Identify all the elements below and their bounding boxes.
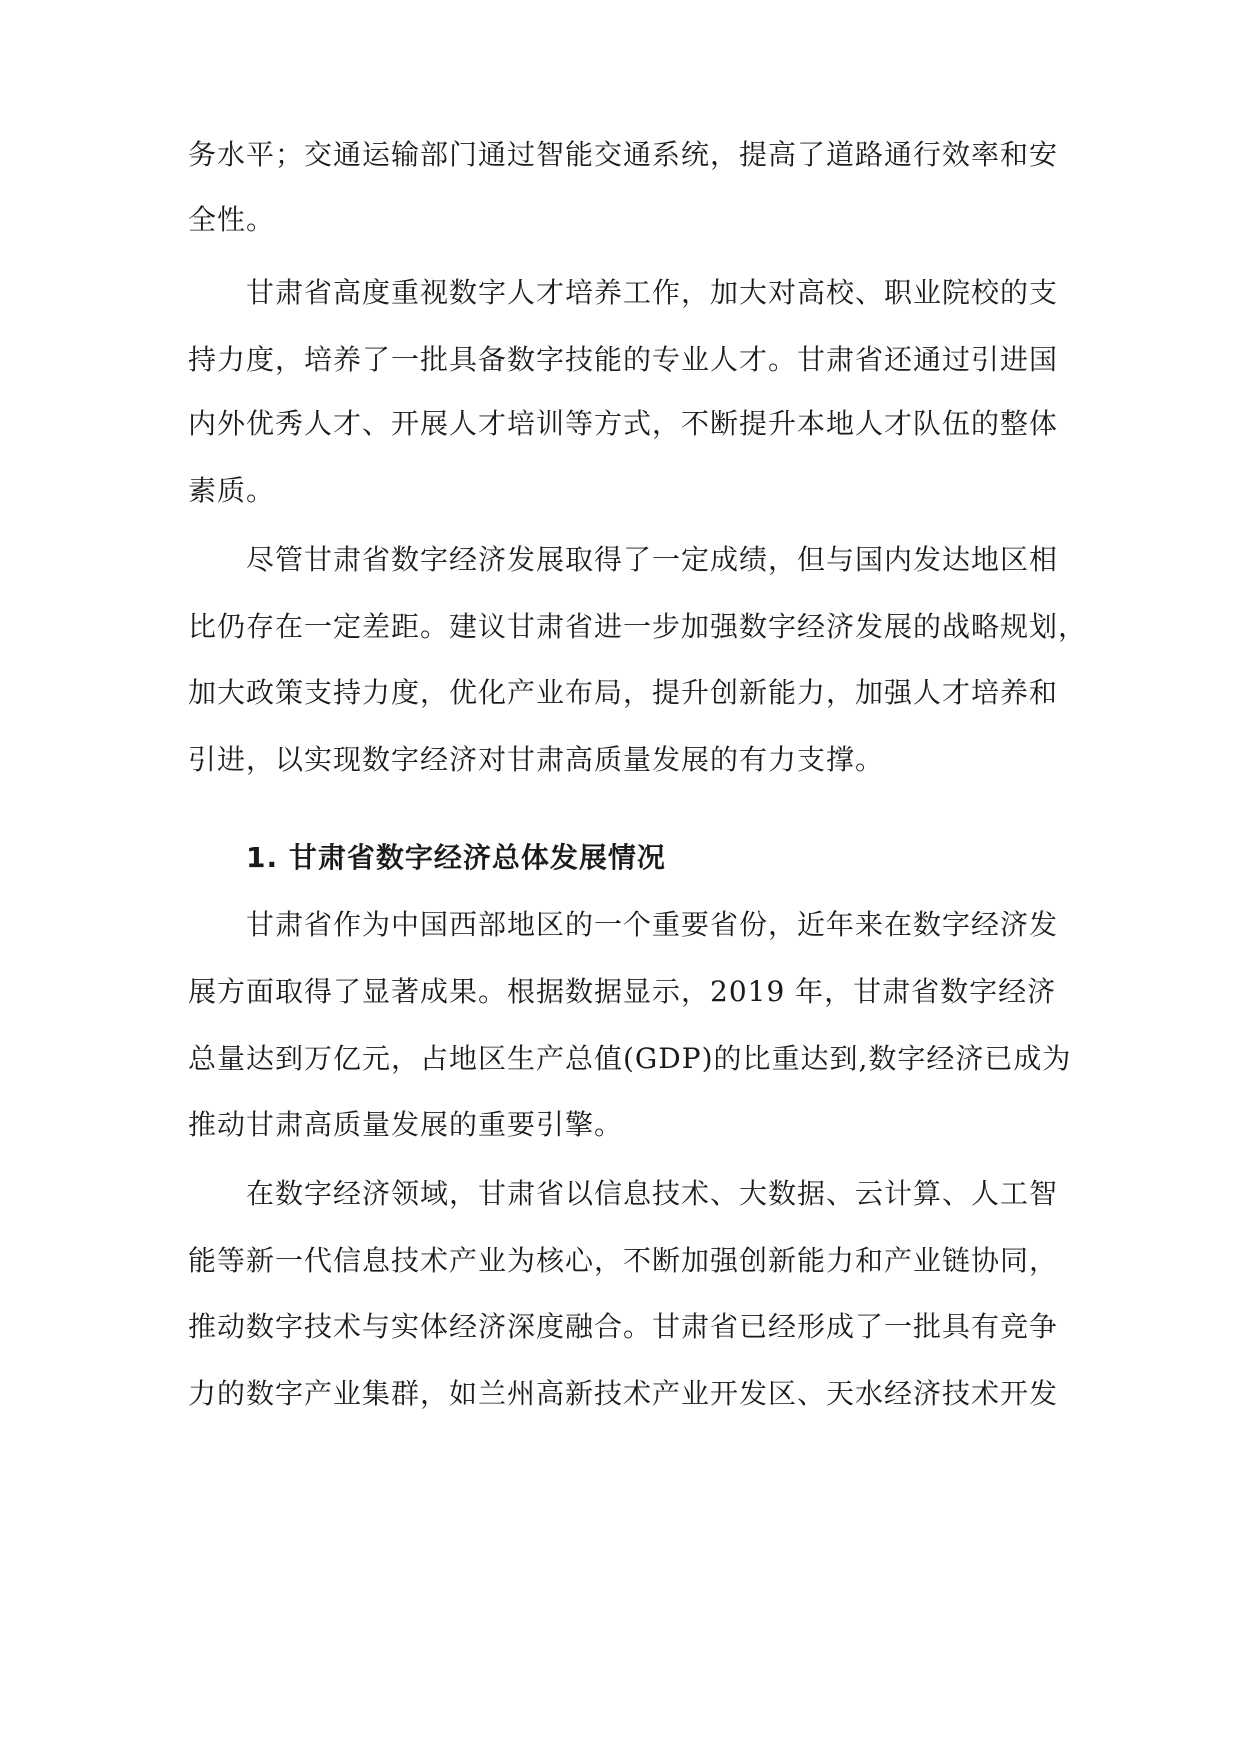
paragraph-line: 加大政策支持力度，优化产业布局，提升创新能力，加强人才培养和 bbox=[188, 676, 1059, 709]
paragraph-line: 总量达到万亿元，占地区生产总值(GDP)的比重达到,数字经济已成为 bbox=[188, 1042, 1072, 1075]
paragraph-line: 持力度，培养了一批具备数字技能的专业人才。甘肃省还通过引进国 bbox=[188, 343, 1059, 376]
paragraph-line: 素质。 bbox=[188, 474, 276, 507]
paragraph-line: 甘肃省高度重视数字人才培养工作，加大对高校、职业院校的支 bbox=[246, 276, 1059, 309]
paragraph-line: 在数字经济领域，甘肃省以信息技术、大数据、云计算、人工智 bbox=[246, 1177, 1059, 1210]
paragraph-line: 甘肃省作为中国西部地区的一个重要省份，近年来在数字经济发 bbox=[246, 908, 1059, 941]
paragraph-line: 引进，以实现数字经济对甘肃高质量发展的有力支撑。 bbox=[188, 743, 885, 776]
paragraph-line: 推动数字技术与实体经济深度融合。甘肃省已经形成了一批具有竞争 bbox=[188, 1310, 1059, 1343]
paragraph-line: 全性。 bbox=[188, 203, 276, 236]
paragraph-line: 推动甘肃高质量发展的重要引擎。 bbox=[188, 1108, 624, 1141]
section-heading: 1. 甘肃省数字经济总体发展情况 bbox=[246, 841, 666, 874]
paragraph-line: 尽管甘肃省数字经济发展取得了一定成绩，但与国内发达地区相 bbox=[246, 543, 1059, 576]
paragraph-line: 内外优秀人才、开展人才培训等方式，不断提升本地人才队伍的整体 bbox=[188, 407, 1059, 440]
paragraph-line: 能等新一代信息技术产业为核心，不断加强创新能力和产业链协同， bbox=[188, 1244, 1059, 1277]
paragraph-line: 展方面取得了显著成果。根据数据显示，2019 年，甘肃省数字经济 bbox=[188, 975, 1057, 1008]
paragraph-line: 比仍存在一定差距。建议甘肃省进一步加强数字经济发展的战略规划， bbox=[188, 610, 1088, 643]
paragraph-line: 务水平；交通运输部门通过智能交通系统，提高了道路通行效率和安 bbox=[188, 138, 1059, 171]
paragraph-line: 力的数字产业集群，如兰州高新技术产业开发区、天水经济技术开发 bbox=[188, 1377, 1059, 1410]
